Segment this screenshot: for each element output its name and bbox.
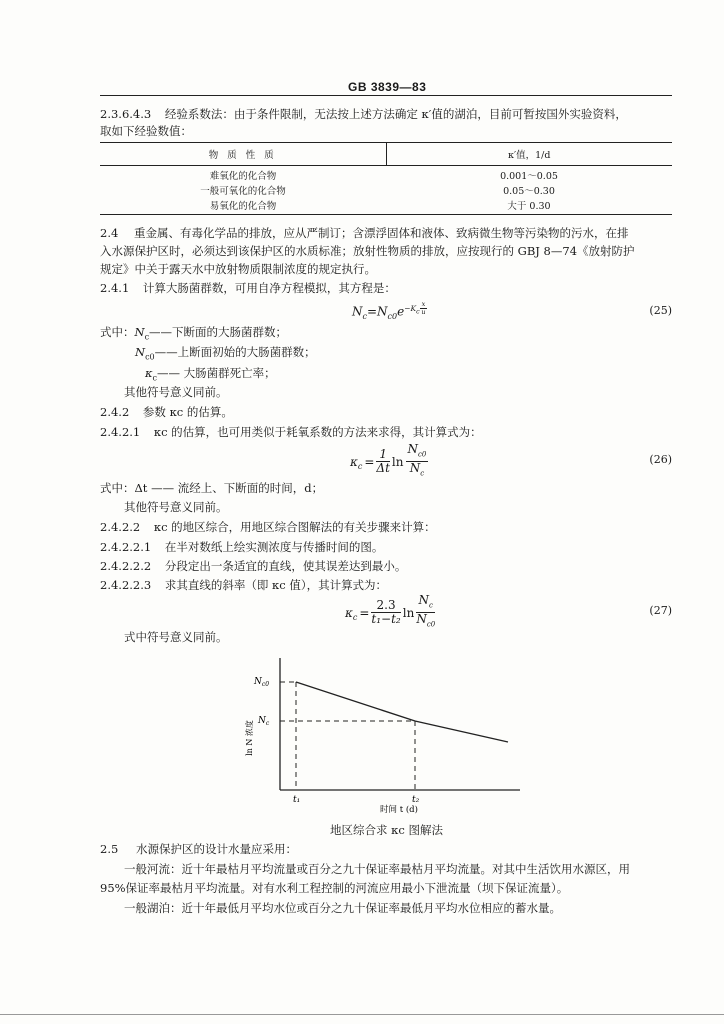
symbol-definition (135, 345, 316, 364)
graphical-method-figure (240, 650, 530, 820)
eq-exponent: −K (404, 303, 417, 313)
section-text: 分段定出一条适宜的直线，使其误差达到最小。 (164, 559, 407, 573)
eq-ln: ln (391, 454, 404, 469)
section-number: 2.4.2 (100, 405, 130, 419)
symbol-subscript: 0 (149, 352, 155, 362)
section-2-4-2 (100, 405, 233, 420)
where-label: 式中： (100, 325, 135, 339)
equation-number: (27) (649, 604, 672, 617)
eq-subscript: c (357, 461, 363, 471)
table-cell: 易氧化的化合物 (100, 199, 386, 215)
section-2-4-2-1 (100, 425, 482, 440)
section-2-4-2-2-1 (100, 540, 383, 555)
section-text-cont: 入水源保护区时，必须达到该保护区的水质标准；放射性物质的排放，应按现行的 GBJ 8—74《放射防护 (100, 244, 635, 258)
equation-26 (350, 443, 428, 481)
eq-subscript: c (429, 601, 433, 610)
symbol-definition (100, 325, 287, 344)
definition: —— 大肠菌群死亡率； (157, 366, 276, 380)
section-number: 2.4.2.2.2 (100, 559, 152, 573)
eq-subscript: c (420, 469, 425, 478)
equation-number: (26) (649, 453, 672, 466)
table-row (100, 199, 672, 215)
section-text: 参数 κc 的估算。 (142, 405, 233, 419)
symbol: κ (145, 366, 153, 380)
symbol-definition (145, 366, 276, 385)
section-2-4 (100, 226, 628, 241)
y-axis-label: ln N 浓度 (245, 720, 254, 756)
eq-subscript: c0 (418, 450, 427, 459)
section-2-4-2-2-2 (100, 559, 406, 574)
eq-ln: ln (402, 605, 415, 620)
table-row (100, 166, 672, 185)
section-number: 2.5 (100, 842, 119, 856)
equation-number: (25) (649, 304, 672, 317)
section-text: 在半对数纸上绘实测浓度与传播时间的图。 (164, 540, 384, 554)
figure-caption: 地区综合求 κc 图解法 (330, 823, 443, 837)
table-cell: 难氧化的化合物 (209, 171, 277, 182)
section-number: 2.4 (100, 226, 119, 240)
section-text: 重金属、有毒化学品的排放，应从严制订；含漂浮固体和液体、致病微生物等污染物的污水，在排 (133, 226, 629, 240)
section-text-cont: 取如下经验数值： (100, 124, 192, 138)
other-symbols-note: 其他符号意义同前。 (124, 500, 228, 514)
section-text: 计算大肠菌群数，可用自净方程模拟，其方程是： (142, 281, 396, 295)
eq-subscript: c (416, 308, 420, 315)
section-number: 2.4.2.1 (100, 425, 141, 439)
section-number: 2.3.6.4.3 (100, 107, 152, 121)
section-text: κc 的地区综合，用地区综合图解法的有关步骤来计算： (153, 520, 436, 534)
other-symbols-note: 其他符号意义同前。 (124, 385, 228, 399)
table-cell: 0.05～0.30 (503, 186, 555, 197)
header-rule (100, 95, 672, 96)
concentration-line (296, 682, 508, 742)
eq-numerator: 1 (376, 448, 390, 462)
section-text-cont: 规定》中关于露天水中放射物质限制浓度的规定执行。 (100, 262, 376, 276)
table-row (100, 184, 672, 199)
eq-symbol: e (397, 304, 405, 319)
table-header-row (100, 143, 672, 166)
section-2-4-1 (100, 281, 396, 296)
section-text: 经验系数法：由于条件限制，无法按上述方法确定 κ′值的湖泊，目前可暂按国外实验资料， (164, 107, 627, 121)
eq-denominator: u (421, 308, 426, 316)
section-text: 求其直线的斜率（即 κc 值），其计算式为： (164, 578, 388, 592)
section-2-5 (100, 842, 297, 857)
section-2-3-6-4-3 (100, 107, 627, 122)
eq-numerator: N (418, 593, 430, 607)
eq-numerator: N (407, 442, 418, 456)
eq-subscript: c0 (426, 620, 436, 629)
definition: ——下断面的大肠菌群数； (149, 325, 288, 339)
section-number: 2.4.2.2.1 (100, 540, 152, 554)
eq-subscript: c (362, 311, 367, 321)
table-cell: 大于 0.30 (386, 199, 672, 215)
other-symbols-note: 式中符号意义同前。 (124, 630, 228, 644)
section-text: κc 的估算，也可用类似于耗氧系数的方法来求得，其计算式为： (153, 425, 482, 439)
symbol-subscript: c (145, 352, 150, 362)
section-number: 2.4.2.2 (100, 520, 141, 534)
eq-symbol: κ (345, 605, 353, 620)
symbol-subscript: c (152, 373, 158, 383)
page-edge (0, 1014, 724, 1015)
section-2-4-2-2 (100, 520, 436, 535)
symbol: N (135, 345, 146, 359)
eq-equals: = (359, 605, 370, 620)
y-tick-nc: $N_c$ (258, 716, 270, 727)
table-header: κ′值，1/d (386, 143, 672, 166)
table-cell: 0.001～0.05 (500, 171, 558, 182)
equation-27 (345, 594, 435, 632)
paragraph-lakes: 一般湖泊：近十年最低月平均水位或百分之九十保证率最低月平均水位相应的蓄水量。 (124, 901, 561, 915)
y-tick-nc0: $N_{c0}$ (254, 677, 270, 688)
section-number: 2.4.2.2.3 (100, 578, 152, 592)
definition: ——上断面初始的大肠菌群数； (154, 345, 316, 359)
eq-subscript: c (352, 612, 358, 622)
eq-denominator: t₁−t₂ (371, 612, 401, 627)
paragraph-rivers-cont: 95%保证率最枯月平均流量。对有水利工程控制的河流应用最小下泄流量（坝下保证流量）。 (100, 881, 569, 895)
eq-denominator: Δt (376, 461, 390, 476)
eq-denominator: N (409, 461, 421, 476)
eq-denominator: N (416, 612, 427, 627)
standard-code: GB 3839—83 (348, 80, 427, 94)
section-2-4-2-2-3 (100, 578, 387, 593)
eq-equals: = (364, 454, 375, 469)
eq-numerator: x (421, 300, 426, 308)
eq-numerator: 2.3 (371, 599, 400, 613)
table-header: 物 质 性 质 (100, 143, 386, 166)
eq-symbol: κ (350, 454, 358, 469)
symbol-definition: 式中：Δt —— 流经上、下断面的时间，d； (100, 481, 324, 495)
coefficient-table (100, 143, 672, 215)
x-tick-t1: t₁ (293, 795, 301, 805)
eq-symbol: N (352, 304, 363, 319)
symbol-subscript: c (144, 332, 150, 342)
eq-subscript: c0 (387, 311, 398, 321)
eq-symbol: =N (366, 304, 388, 319)
paragraph-rivers: 一般河流：近十年最枯月平均流量或百分之九十保证率最枯月平均流量。对其中生活饮用水源区，用 (124, 862, 630, 876)
x-tick-t2: t₂ (412, 795, 420, 805)
equation-25 (352, 301, 427, 321)
x-axis-label: 时间 t (d) (380, 805, 418, 815)
section-text: 水源保护区的设计水量应采用： (135, 842, 297, 856)
table-cell: 一般可氧化的化合物 (200, 186, 286, 197)
section-number: 2.4.1 (100, 281, 130, 295)
symbol: N (134, 325, 145, 339)
